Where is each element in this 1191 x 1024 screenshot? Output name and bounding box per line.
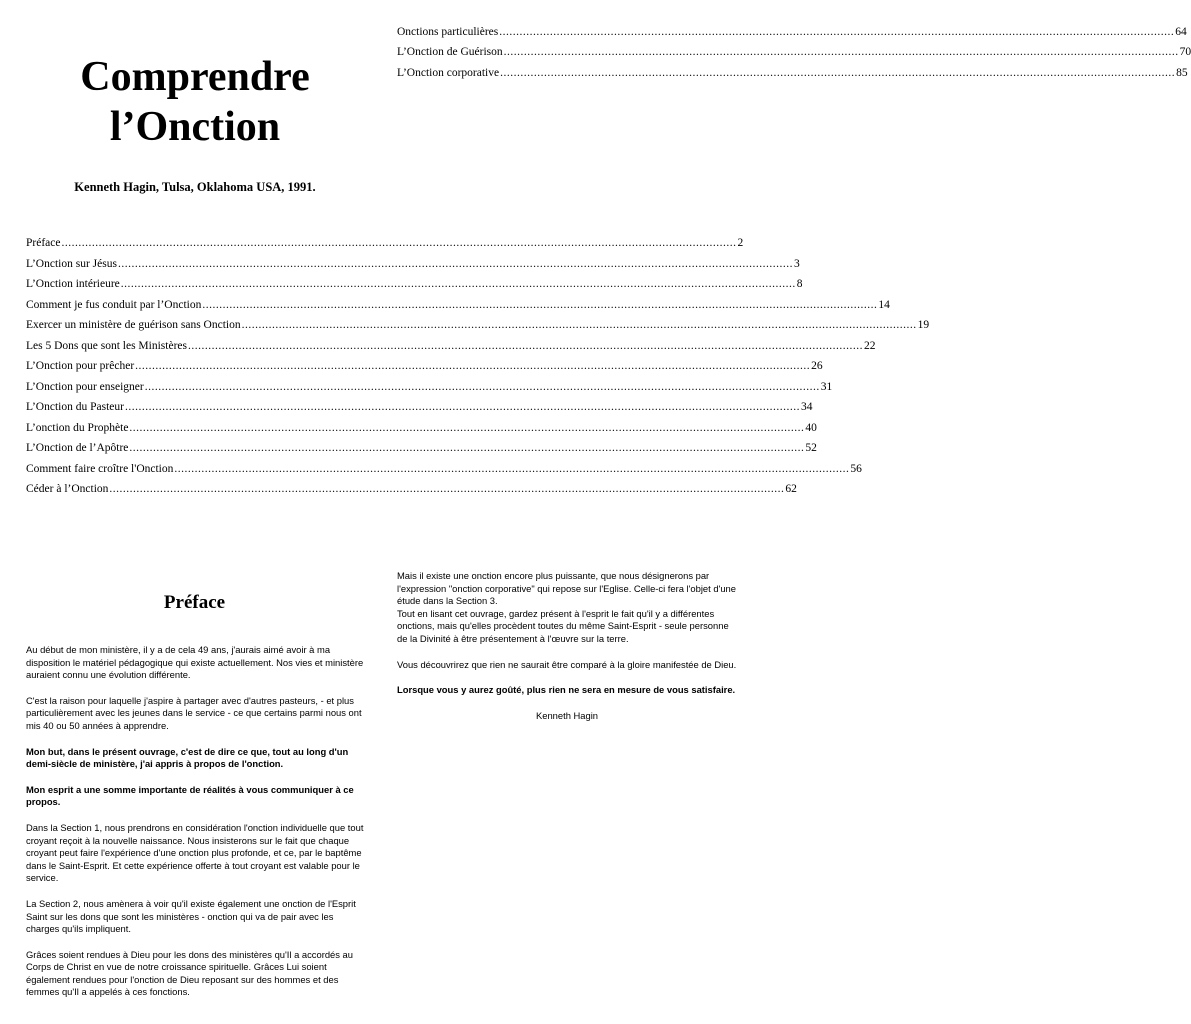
toc-leader-dots: ........................................................................................................................................................................................................ xyxy=(144,380,820,393)
toc-entry-label: L’onction du Prophète xyxy=(26,421,129,434)
toc-leader-dots: ........................................................................................................................................................................................................ xyxy=(135,360,811,372)
toc-leader-dots: ........................................................................................................................................................................................................ xyxy=(503,46,1179,59)
toc-entry-label: L’Onction pour prêcher xyxy=(26,360,135,372)
toc-entry-label: Comment je fus conduit par l’Onction xyxy=(26,298,202,311)
toc-leader-dots: ........................................................................................................................................................................................................ xyxy=(124,401,800,413)
toc-leader-dots: ........................................................................................................................................................................................................ xyxy=(202,298,878,311)
toc-leader-dots: ........................................................................................................................................................................................................ xyxy=(117,257,793,270)
toc-entry-page: 3 xyxy=(793,257,800,270)
toc-entry[interactable] xyxy=(26,359,823,380)
preface-paragraph: Vous découvrirez que rien ne saurait être comparé à la gloire manifestée de Dieu. xyxy=(397,658,737,670)
toc-entry-page: 14 xyxy=(878,298,890,311)
toc-entry[interactable] xyxy=(26,257,800,278)
preface-left-column xyxy=(26,644,366,1012)
toc-leader-dots: ........................................................................................................................................................................................................ xyxy=(129,421,805,434)
author-line: Kenneth Hagin, Tulsa, Oklahoma USA, 1991. xyxy=(74,180,316,194)
signature: Kenneth Hagin xyxy=(535,709,599,721)
toc-entry-label: L’Onction sur Jésus xyxy=(26,257,117,270)
toc-entry-label: L’Onction de l’Apôtre xyxy=(26,442,129,454)
toc-leader-dots: ........................................................................................................................................................................................................ xyxy=(500,66,1176,79)
toc-entry-label: Les 5 Dons que sont les Ministères xyxy=(26,339,187,352)
toc-leader-dots: ........................................................................................................................................................................................................ xyxy=(499,26,1175,38)
toc-entry-page: 70 xyxy=(1179,46,1191,59)
toc-entry-label: Comment faire croître l'Onction xyxy=(26,462,174,475)
toc-entry-page: 34 xyxy=(800,401,813,413)
toc-entry-label: L’Onction pour enseigner xyxy=(26,380,144,393)
toc-entry-page: 52 xyxy=(805,442,817,454)
toc-leader-dots: ........................................................................................................................................................................................................ xyxy=(187,339,863,352)
toc-entry-label: Céder à l’Onction xyxy=(26,483,109,495)
toc-entry-label: L’Onction intérieure xyxy=(26,278,120,290)
toc-entry[interactable] xyxy=(26,462,862,483)
toc-entry[interactable] xyxy=(397,25,1187,45)
toc-entry-page: 22 xyxy=(863,339,876,352)
toc-entry[interactable] xyxy=(26,441,817,462)
toc-entry-page: 26 xyxy=(811,360,823,372)
preface-paragraph-bold: Mon esprit a une somme importante de réalités à vous communiquer à ce propos. xyxy=(26,783,354,808)
toc-entry-page: 19 xyxy=(917,319,930,331)
toc-entry-page: 40 xyxy=(805,421,817,434)
preface-paragraph-bold: Lorsque vous y aurez goûté, plus rien ne sera en mesure de vous satisfaire. xyxy=(397,684,736,696)
toc-entry[interactable] xyxy=(26,400,813,421)
toc-leader-dots: ........................................................................................................................................................................................................ xyxy=(61,237,737,249)
toc-leader-dots: ........................................................................................................................................................................................................ xyxy=(129,442,805,454)
toc-entry-page: 8 xyxy=(796,278,803,290)
preface-paragraph: Mais il existe une onction encore plus puissante, que nous désignerons par l'expression "onction corporative" qui repose sur l'Eglise. Celle-ci fera l'objet d'une étude dans la Section 3. xyxy=(397,570,736,607)
toc-entry[interactable] xyxy=(26,318,930,339)
preface-right-column xyxy=(397,570,737,735)
toc-entry-label: L’Onction de Guérison xyxy=(397,46,503,59)
toc-entry-page: 56 xyxy=(850,462,862,475)
preface-paragraph: La Section 2, nous amènera à voir qu'il existe également une onction de l'Esprit Saint sur les dons que sont les ministères - onction qui va de pair avec les charges qu'ils impliquent. xyxy=(26,897,356,935)
preface-paragraph: C'est la raison pour laquelle j'aspire à partager avec d'autres pasteurs, - et plus particulièrement avec les jeunes dans le service - ce que certains parmi nous ont mis 40 ou 50 années à apprendre. xyxy=(26,694,362,731)
toc-entry[interactable] xyxy=(26,277,803,298)
toc-entry[interactable] xyxy=(26,298,890,319)
toc-entry[interactable] xyxy=(26,482,797,503)
toc-leader-dots: ........................................................................................................................................................................................................ xyxy=(241,319,917,331)
toc-entry-page: 31 xyxy=(820,380,833,393)
toc-entry[interactable] xyxy=(26,380,833,401)
toc-leader-dots: ........................................................................................................................................................................................................ xyxy=(109,483,785,495)
toc-entry-label: Onctions particulières xyxy=(397,26,499,38)
toc-leader-dots: ........................................................................................................................................................................................................ xyxy=(120,278,796,290)
preface-paragraph-bold: Mon but, dans le présent ouvrage, c'est de dire ce que, tout au long d'un demi-siècle de ministère, j'ai appris à propos de l'onction. xyxy=(26,745,349,770)
toc-entry-page: 64 xyxy=(1175,26,1187,38)
preface-paragraph: Au début de mon ministère, il y a de cela 49 ans, j'aurais aimé avoir à ma disposition le matériel pédagogique qui existe actuellement. Nos vies et ministère auraient connu une évolution différente. xyxy=(26,644,364,681)
toc-entry-page: 2 xyxy=(737,237,744,249)
toc-leader-dots: ........................................................................................................................................................................................................ xyxy=(174,462,850,475)
table-of-contents xyxy=(26,236,930,503)
toc-entry[interactable] xyxy=(26,339,876,360)
preface-paragraph: Grâces soient rendues à Dieu pour les dons des ministères qu'Il a accordés au Corps de Christ en vue de notre croissance spirituelle. Grâces Lui soient également rendues pour l'onction de Dieu reposant sur des hommes et des femmes qu'Il a appelés à ces fonctions. xyxy=(26,948,353,998)
book-title xyxy=(40,52,350,152)
toc-entry[interactable] xyxy=(26,236,744,257)
toc-entry[interactable] xyxy=(397,66,1188,86)
preface-paragraph: Tout en lisant cet ouvrage, gardez présent à l'esprit le fait qu'il y a différentes onctions, mais qu'elles procèdent toutes du même Saint-Esprit - seule personne de la Divinité à être présentement à l'œuvre sur la terre. xyxy=(397,607,729,644)
toc-entry-page: 62 xyxy=(785,483,797,495)
toc-entry[interactable] xyxy=(26,421,817,442)
title-line-2: l’Onction xyxy=(109,104,281,150)
toc-entry-page: 85 xyxy=(1176,66,1188,79)
title-line-1: Comprendre xyxy=(80,54,310,100)
toc-entry-label: L’Onction corporative xyxy=(397,66,500,79)
toc-entry-label: Préface xyxy=(26,237,61,249)
preface-paragraph: Dans la Section 1, nous prendrons en considération l'onction individuelle que tout croyant reçoit à la nouvelle naissance. Nous insisterons sur le fait que chaque croyant peut faire l'expérience d'une onction plus profonde, et ce, par le baptême dans le Saint-Esprit. Et cette expérience offerte à tout croyant est valable pour le service. xyxy=(26,821,364,884)
toc-entry-label: L’Onction du Pasteur xyxy=(26,401,124,413)
preface-heading: Préface xyxy=(163,592,226,613)
toc-entry-label: Exercer un ministère de guérison sans Onction xyxy=(26,319,241,331)
toc-entry[interactable] xyxy=(397,45,1191,65)
table-of-contents-continued xyxy=(397,25,1191,86)
